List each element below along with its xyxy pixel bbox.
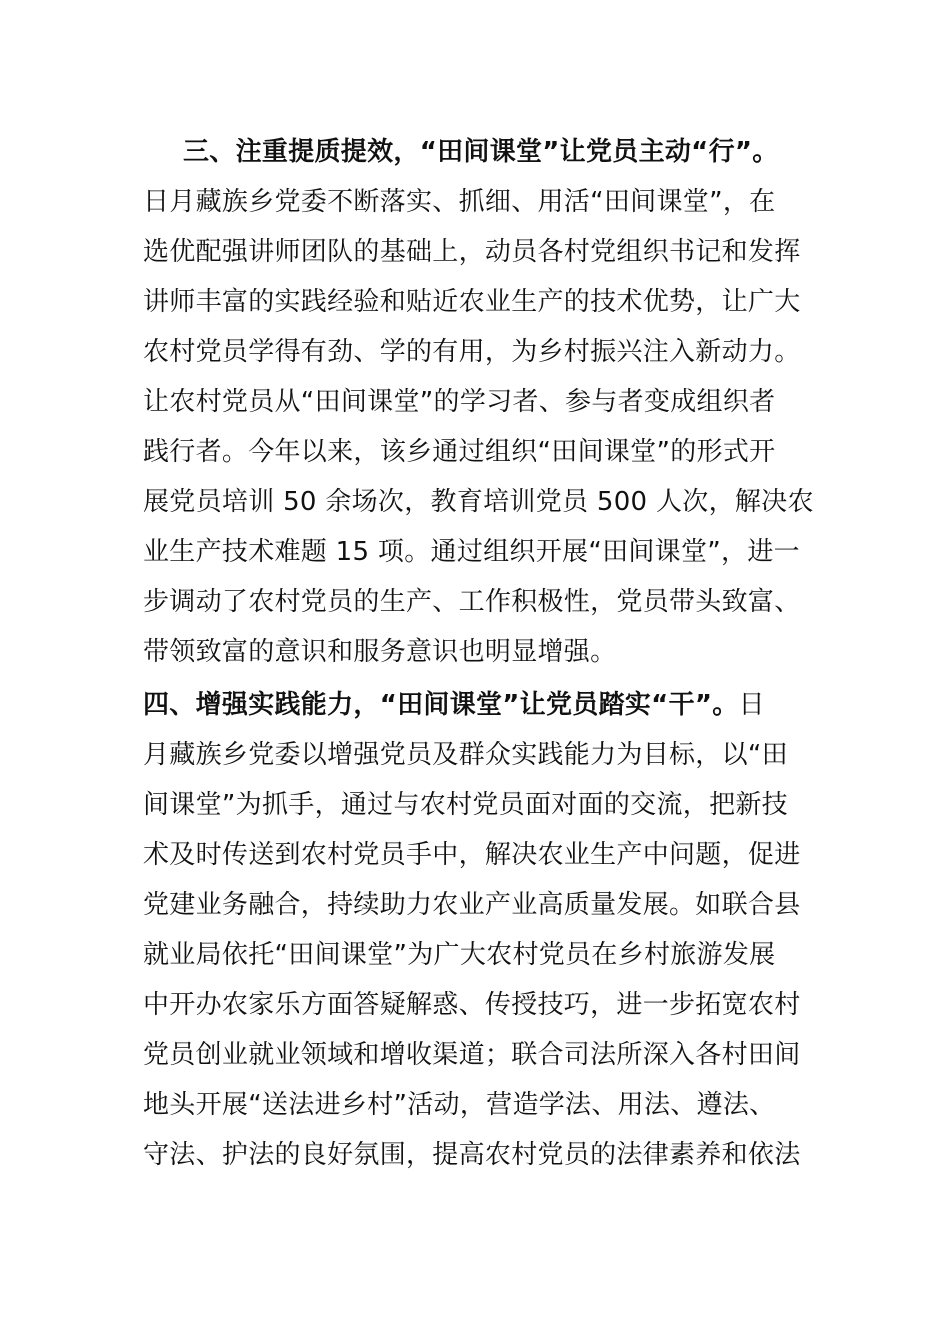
section-four-heading: 四、增强实践能力，“田间课堂”让党员踏实“干”。	[143, 690, 739, 720]
section-three	[143, 127, 823, 677]
paragraph-line: 就业局依托“田间课堂”为广大农村党员在乡村旅游发展	[143, 940, 776, 970]
section-four	[143, 680, 823, 1180]
paragraph-line: 术及时传送到农村党员手中，解决农业生产中问题，促进	[143, 840, 801, 870]
paragraph-line: 践行者。今年以来，该乡通过组织“田间课堂”的形式开	[143, 437, 776, 467]
paragraph-line: 展党员培训 50 余场次，教育培训党员 500 人次，解决农	[143, 487, 814, 517]
paragraph-line: 月藏族乡党委以增强党员及群众实践能力为目标，以“田	[143, 740, 788, 770]
section-four-heading-line	[143, 680, 823, 730]
paragraph-line: 间课堂”为抓手，通过与农村党员面对面的交流，把新技	[143, 790, 788, 820]
paragraph-line: 业生产技术难题 15 项。通过组织开展“田间课堂”，进一	[143, 537, 800, 567]
section-three-heading: 三、注重提质提效，“田间课堂”让党员主动“行”。	[183, 137, 779, 167]
paragraph-line: 守法、护法的良好氛围，提高农村党员的法律素养和依法	[143, 1140, 801, 1170]
paragraph-line: 地头开展“送法进乡村”活动，营造学法、用法、遵法、	[143, 1090, 776, 1120]
paragraph-line: 让农村党员从“田间课堂”的学习者、参与者变成组织者	[143, 387, 776, 417]
paragraph-line: 步调动了农村党员的生产、工作积极性，党员带头致富、	[143, 587, 801, 617]
paragraph-line: 日月藏族乡党委不断落实、抓细、用活“田间课堂”，在	[143, 187, 776, 217]
paragraph-line: 农村党员学得有劲、学的有用，为乡村振兴注入新动力。	[143, 337, 801, 367]
paragraph-line: 党建业务融合，持续助力农业产业高质量发展。如联合县	[143, 890, 801, 920]
paragraph-line: 党员创业就业领域和增收渠道；联合司法所深入各村田间	[143, 1040, 801, 1070]
paragraph-line: 中开办农家乐方面答疑解惑、传授技巧，进一步拓宽农村	[143, 990, 801, 1020]
paragraph-line: 带领致富的意识和服务意识也明显增强。	[143, 637, 617, 667]
paragraph-line: 选优配强讲师团队的基础上，动员各村党组织书记和发挥	[143, 237, 801, 267]
paragraph-line: 讲师丰富的实践经验和贴近农业生产的技术优势，让广大	[143, 287, 801, 317]
section-four-heading-tail: 日	[738, 690, 765, 720]
